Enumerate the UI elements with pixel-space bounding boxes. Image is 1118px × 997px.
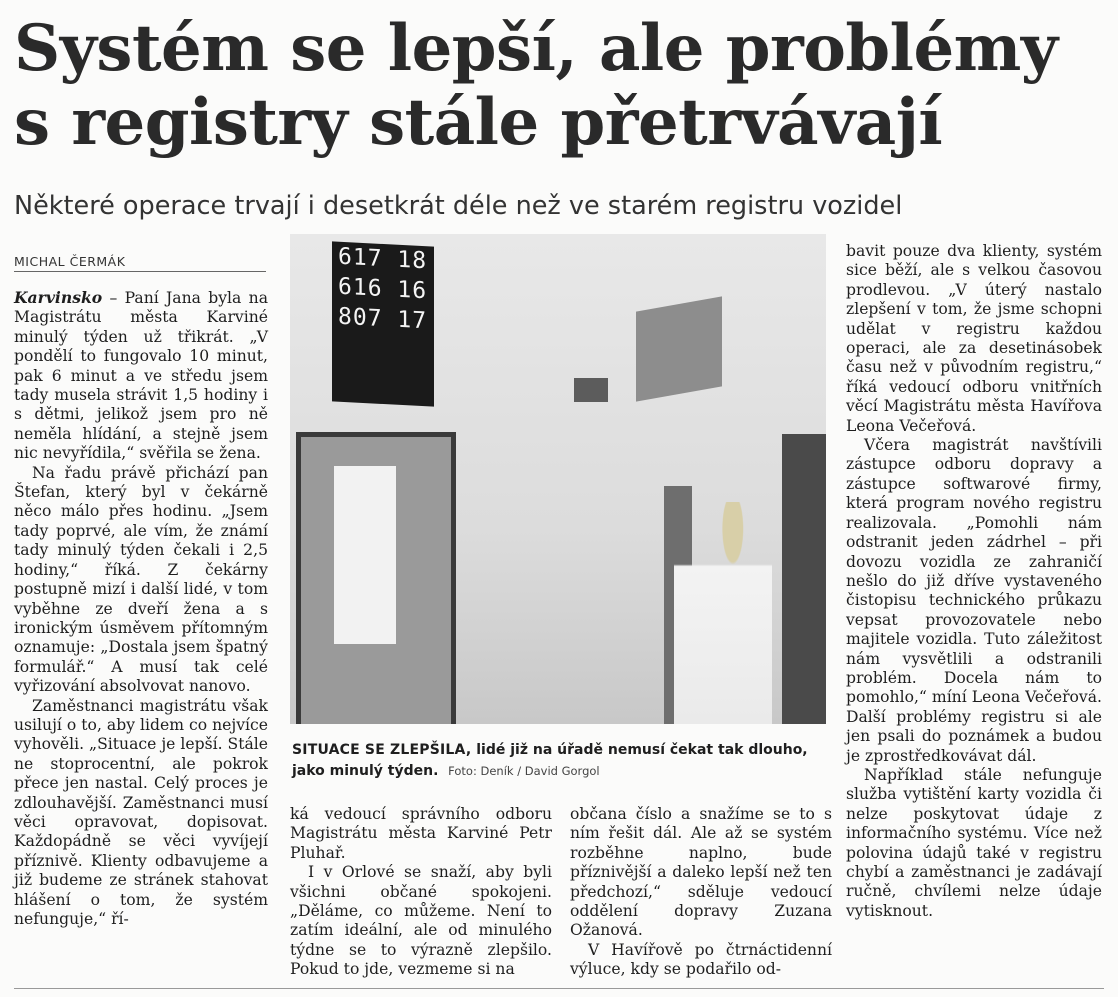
paragraph-text: – Paní Jana byla na Magistrátu města Karviné minulý týden už třikrát. „V pondělí to fungovalo 10 minut, pak 6 minut a ve středu jsem tady musela strávit 1,5 hodiny i s dětmi, jelikož jsem pro ně neměla hlídání, a stejně jsem nic nevyřídila,“ svěřila se žena. bbox=[14, 289, 268, 463]
caption-lead: SITUACE SE ZLEPŠILA, bbox=[292, 742, 472, 758]
photo-caption bbox=[292, 740, 828, 782]
paragraph: Zaměstnanci magistrátu však usilují o to, aby lidem co nejvíce vyhověli. „Situace je lepší. Stále ne stoprocentní, ale pokrok přece jen nastal. Celý proces je zdlouhavější. Zaměstnanci musí věci opravovat, dopisovat. Každopádně se věci vyvíjejí příznivě. Klienty odbavujeme a již budeme ze stránek stahovat hlášení o tom, že systém nefunguje,“ ří- bbox=[14, 696, 268, 928]
queue-display-board bbox=[332, 241, 434, 406]
paragraph: I v Orlové se snaží, aby byli všichni občané spokojeni. „Děláme, co můžeme. Není to zatím ideální, ale od minulého týdne se to výrazně zlepšilo. Pokud to jde, vezmeme si na bbox=[290, 863, 552, 979]
paragraph: Včera magistrát navštívili zástupce odboru dopravy a zástupce softwarové firmy, která program nového registru realizovala. „Pomohli nám odstranit jeden zádrhel – při dovozu vozidla ze zahraničí nešlo do již dříve vystaveného čistopisu technického průkazu vepsat provozovatele nebo majitele vozidla. Tuto záležitost nám vysvětlili a odstranili problém. Docela nám to pomohlo,“ míní Leona Večeřová. Další problémy registru si ale jen psali do poznámek a budou je zprostředkovávat dál. bbox=[846, 436, 1102, 765]
article-column-4 bbox=[846, 242, 1102, 921]
paragraph: občana číslo a snažíme se to s ním řešit dál. Ale až se systém rozběhne naplno, bude příznivější a daleko lepší než ten předchozí,“ sděluje vedoucí oddělení dopravy Zuzana Ožanová. bbox=[570, 805, 832, 940]
paragraph: bavit pouze dva klienty, systém sice běží, ale s velkou časovou prodlevou. „V úterý nastalo zlepšení v tom, že jsme schopni udělat v registru každou operaci, ale za desetinásobek času než v původním registru,“ říká vedoucí odboru vnitřních věcí Magistrátu města Havířova Leona Večeřová. bbox=[846, 242, 1102, 435]
woman-figure bbox=[674, 502, 772, 724]
article-column-2 bbox=[290, 805, 552, 980]
subheadline: Některé operace trvají i desetkrát déle než ve starém registru vozidel bbox=[14, 191, 903, 221]
board-row: 617 18 bbox=[338, 243, 428, 275]
hallway-wall bbox=[782, 434, 826, 724]
notice-paper bbox=[334, 466, 396, 644]
paragraph: V Havířově po čtrnáctidenní výluce, kdy se podařilo od- bbox=[570, 940, 832, 979]
board-row: 807 17 bbox=[338, 303, 428, 335]
bottom-rule bbox=[14, 988, 1104, 989]
article-column-1 bbox=[14, 288, 268, 929]
paragraph bbox=[14, 288, 268, 464]
dateline: Karvinsko bbox=[14, 288, 103, 307]
headline: Systém se lepší, ale problémy s registry stále přetrvávají bbox=[14, 11, 1058, 160]
exit-sign bbox=[574, 378, 608, 402]
board-row: 616 16 bbox=[338, 273, 428, 305]
ceiling-lamp bbox=[636, 296, 722, 401]
photo-credit: Foto: Deník / David Gorgol bbox=[448, 764, 600, 778]
paragraph: Na řadu právě přichází pan Štefan, který byl v čekárně něco málo přes hodinu. „Jsem tady poprvé, ale vím, že známí tady minulý týden čekali i 2,5 hodiny,“ říká. Z čekárny postupně mizí i další lidé, v tom vyběhne ze dveří žena a s ironickým úsměvem přítomným oznamuje: „Dostala jsem špatný formulář.“ A musí tak celé vyřizování absolvovat nanovo. bbox=[14, 463, 268, 696]
byline: MICHAL ČERMÁK bbox=[14, 254, 266, 272]
paragraph: ká vedoucí správního odboru Magistrátu města Karviné Petr Pluhař. bbox=[290, 805, 552, 862]
caption-text: lidé již na úřadě nemusí čekat tak dlouho, jako minulý týden. bbox=[292, 742, 808, 779]
article-photo bbox=[290, 234, 826, 724]
article-column-3 bbox=[570, 805, 832, 980]
paragraph: Například stále nefunguje služba vytištění karty vozidla či nelze poskytovat údaje z informačního systému. Více než polovina údajů také v registru chybí a zaměstnanci je zadávají ručně, chvílemi nelze údaje vytisknout. bbox=[846, 765, 1102, 920]
